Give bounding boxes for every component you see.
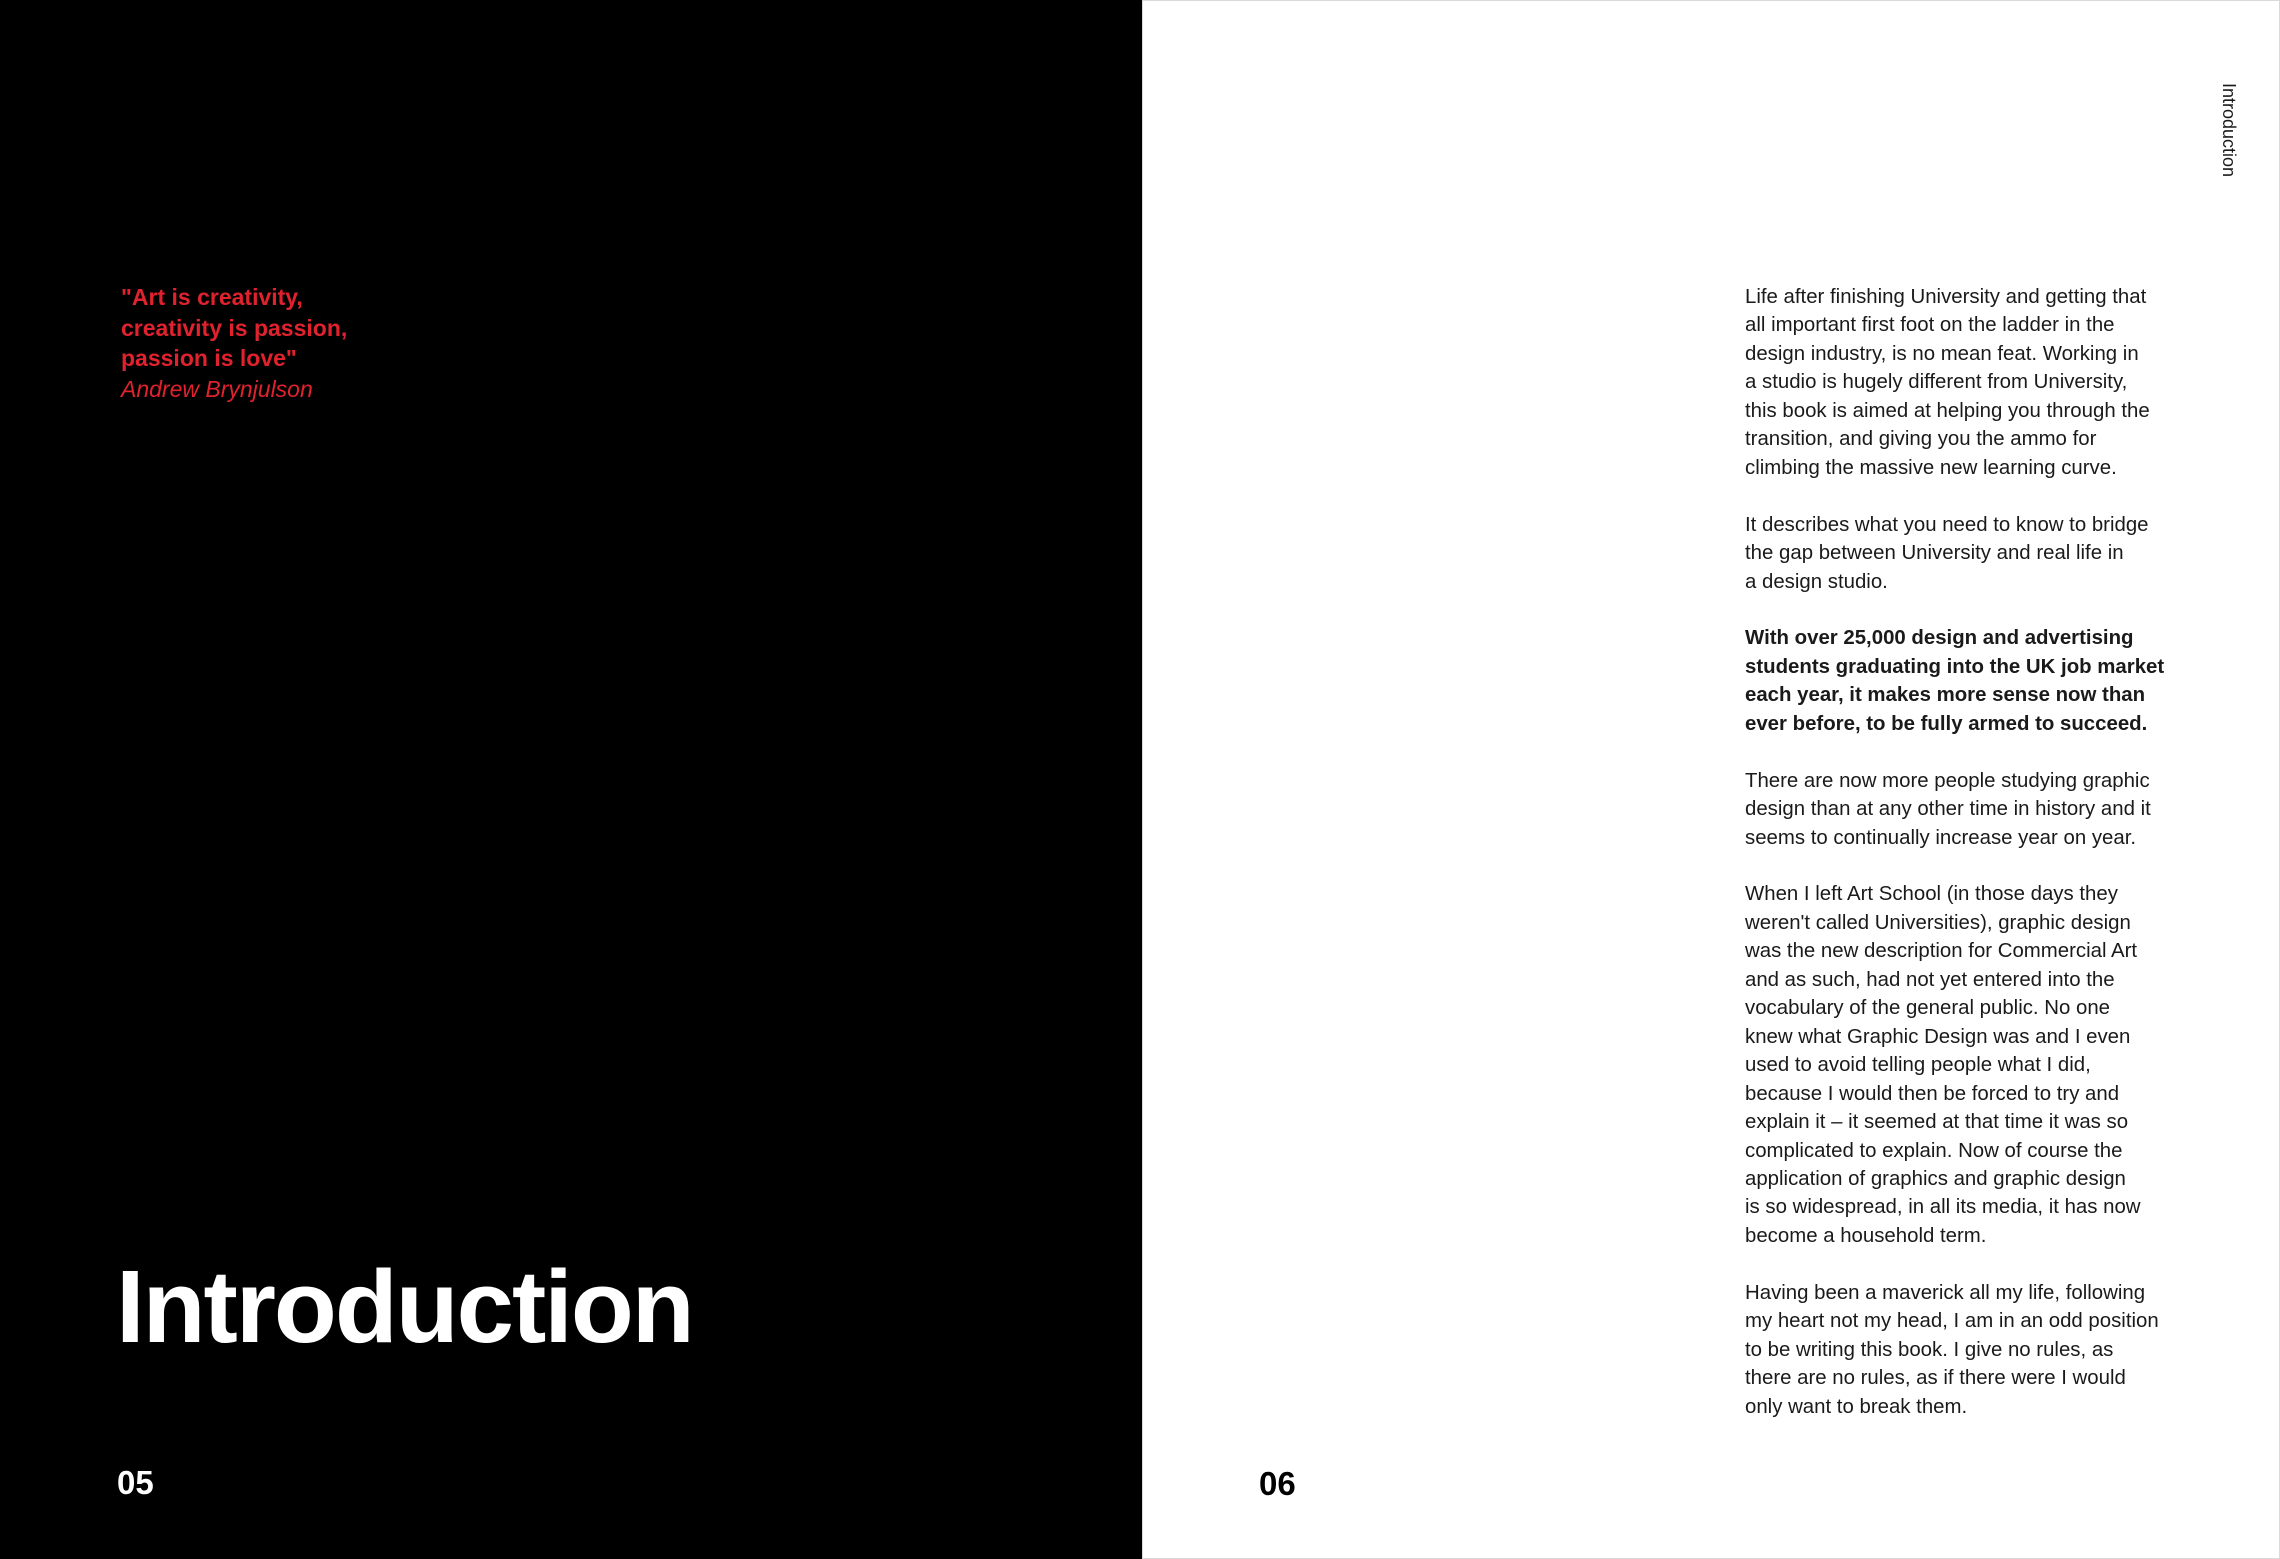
text-line: knew what Graphic Design was and I even	[1745, 1025, 2131, 1048]
text-line: students graduating into the UK job market	[1745, 655, 2165, 678]
text-line: to be writing this book. I give no rules, as	[1745, 1338, 2114, 1361]
text-line: and as such, had not yet entered into the	[1745, 968, 2115, 991]
highlight-paragraph	[1745, 624, 2215, 738]
text-line: is so widespread, in all its media, it has now	[1745, 1196, 2141, 1219]
text-line: the gap between University and real life in	[1745, 542, 2124, 565]
paragraph	[1745, 283, 2215, 482]
text-line: There are now more people studying graphic	[1745, 769, 2150, 792]
paragraph	[1745, 880, 2215, 1250]
paragraph	[1745, 511, 2215, 596]
text-line: a studio is hugely different from University,	[1745, 371, 2128, 394]
text-line: my heart not my head, I am in an odd position	[1745, 1310, 2159, 1333]
text-line: application of graphics and graphic design	[1745, 1167, 2126, 1190]
text-line: climbing the massive new learning curve.	[1745, 456, 2117, 479]
text-line: complicated to explain. Now of course the	[1745, 1139, 2123, 1162]
text-line: a design studio.	[1745, 570, 1888, 593]
page-number-left: 05	[117, 1464, 154, 1501]
text-line: Life after finishing University and getting that	[1745, 286, 2147, 308]
text-line: ever before, to be fully armed to succeed.	[1745, 712, 2148, 735]
running-head: Introduction	[2219, 83, 2239, 178]
pull-quote	[121, 282, 521, 404]
section-title: Introduction	[116, 1249, 693, 1364]
quote-line: passion is love"	[121, 345, 297, 371]
text-line: because I would then be forced to try and	[1745, 1082, 2120, 1105]
text-line: all important first foot on the ladder in the	[1745, 314, 2115, 337]
text-line: transition, and giving you the ammo for	[1745, 428, 2097, 451]
paragraph	[1745, 1279, 2215, 1421]
text-line: there are no rules, as if there were I would	[1745, 1367, 2126, 1390]
text-line: Having been a maverick all my life, following	[1745, 1281, 2146, 1304]
text-line: When I left Art School (in those days they	[1745, 883, 2118, 906]
quote-author: Andrew Brynjulson	[121, 375, 313, 402]
text-line: become a household term.	[1745, 1224, 1987, 1247]
text-line: It describes what you need to know to bridge	[1745, 513, 2149, 536]
text-line: only want to break them.	[1745, 1395, 1968, 1418]
text-line: weren't called Universities), graphic design	[1745, 911, 2131, 934]
text-line: used to avoid telling people what I did,	[1745, 1054, 2091, 1077]
text-line: vocabulary of the general public. No one	[1745, 997, 2111, 1020]
text-line: design industry, is no mean feat. Working in	[1745, 342, 2139, 365]
text-line: each year, it makes more sense now than	[1745, 684, 2146, 707]
text-line: seems to continually increase year on year.	[1745, 826, 2137, 849]
text-line: this book is aimed at helping you through the	[1745, 399, 2150, 422]
quote-line: creativity is passion,	[121, 314, 348, 341]
body-text	[1745, 283, 2215, 1449]
right-page	[1142, 0, 2280, 1559]
paragraph	[1745, 767, 2215, 852]
page-number-right: 06	[1259, 1465, 1296, 1502]
text-line: design than at any other time in history and it	[1745, 798, 2151, 821]
text-line: was the new description for Commercial Art	[1745, 940, 2138, 963]
text-line: With over 25,000 design and advertising	[1745, 627, 2134, 650]
text-line: explain it – it seemed at that time it was so	[1745, 1111, 2129, 1134]
quote-line: "Art is creativity,	[121, 284, 303, 310]
